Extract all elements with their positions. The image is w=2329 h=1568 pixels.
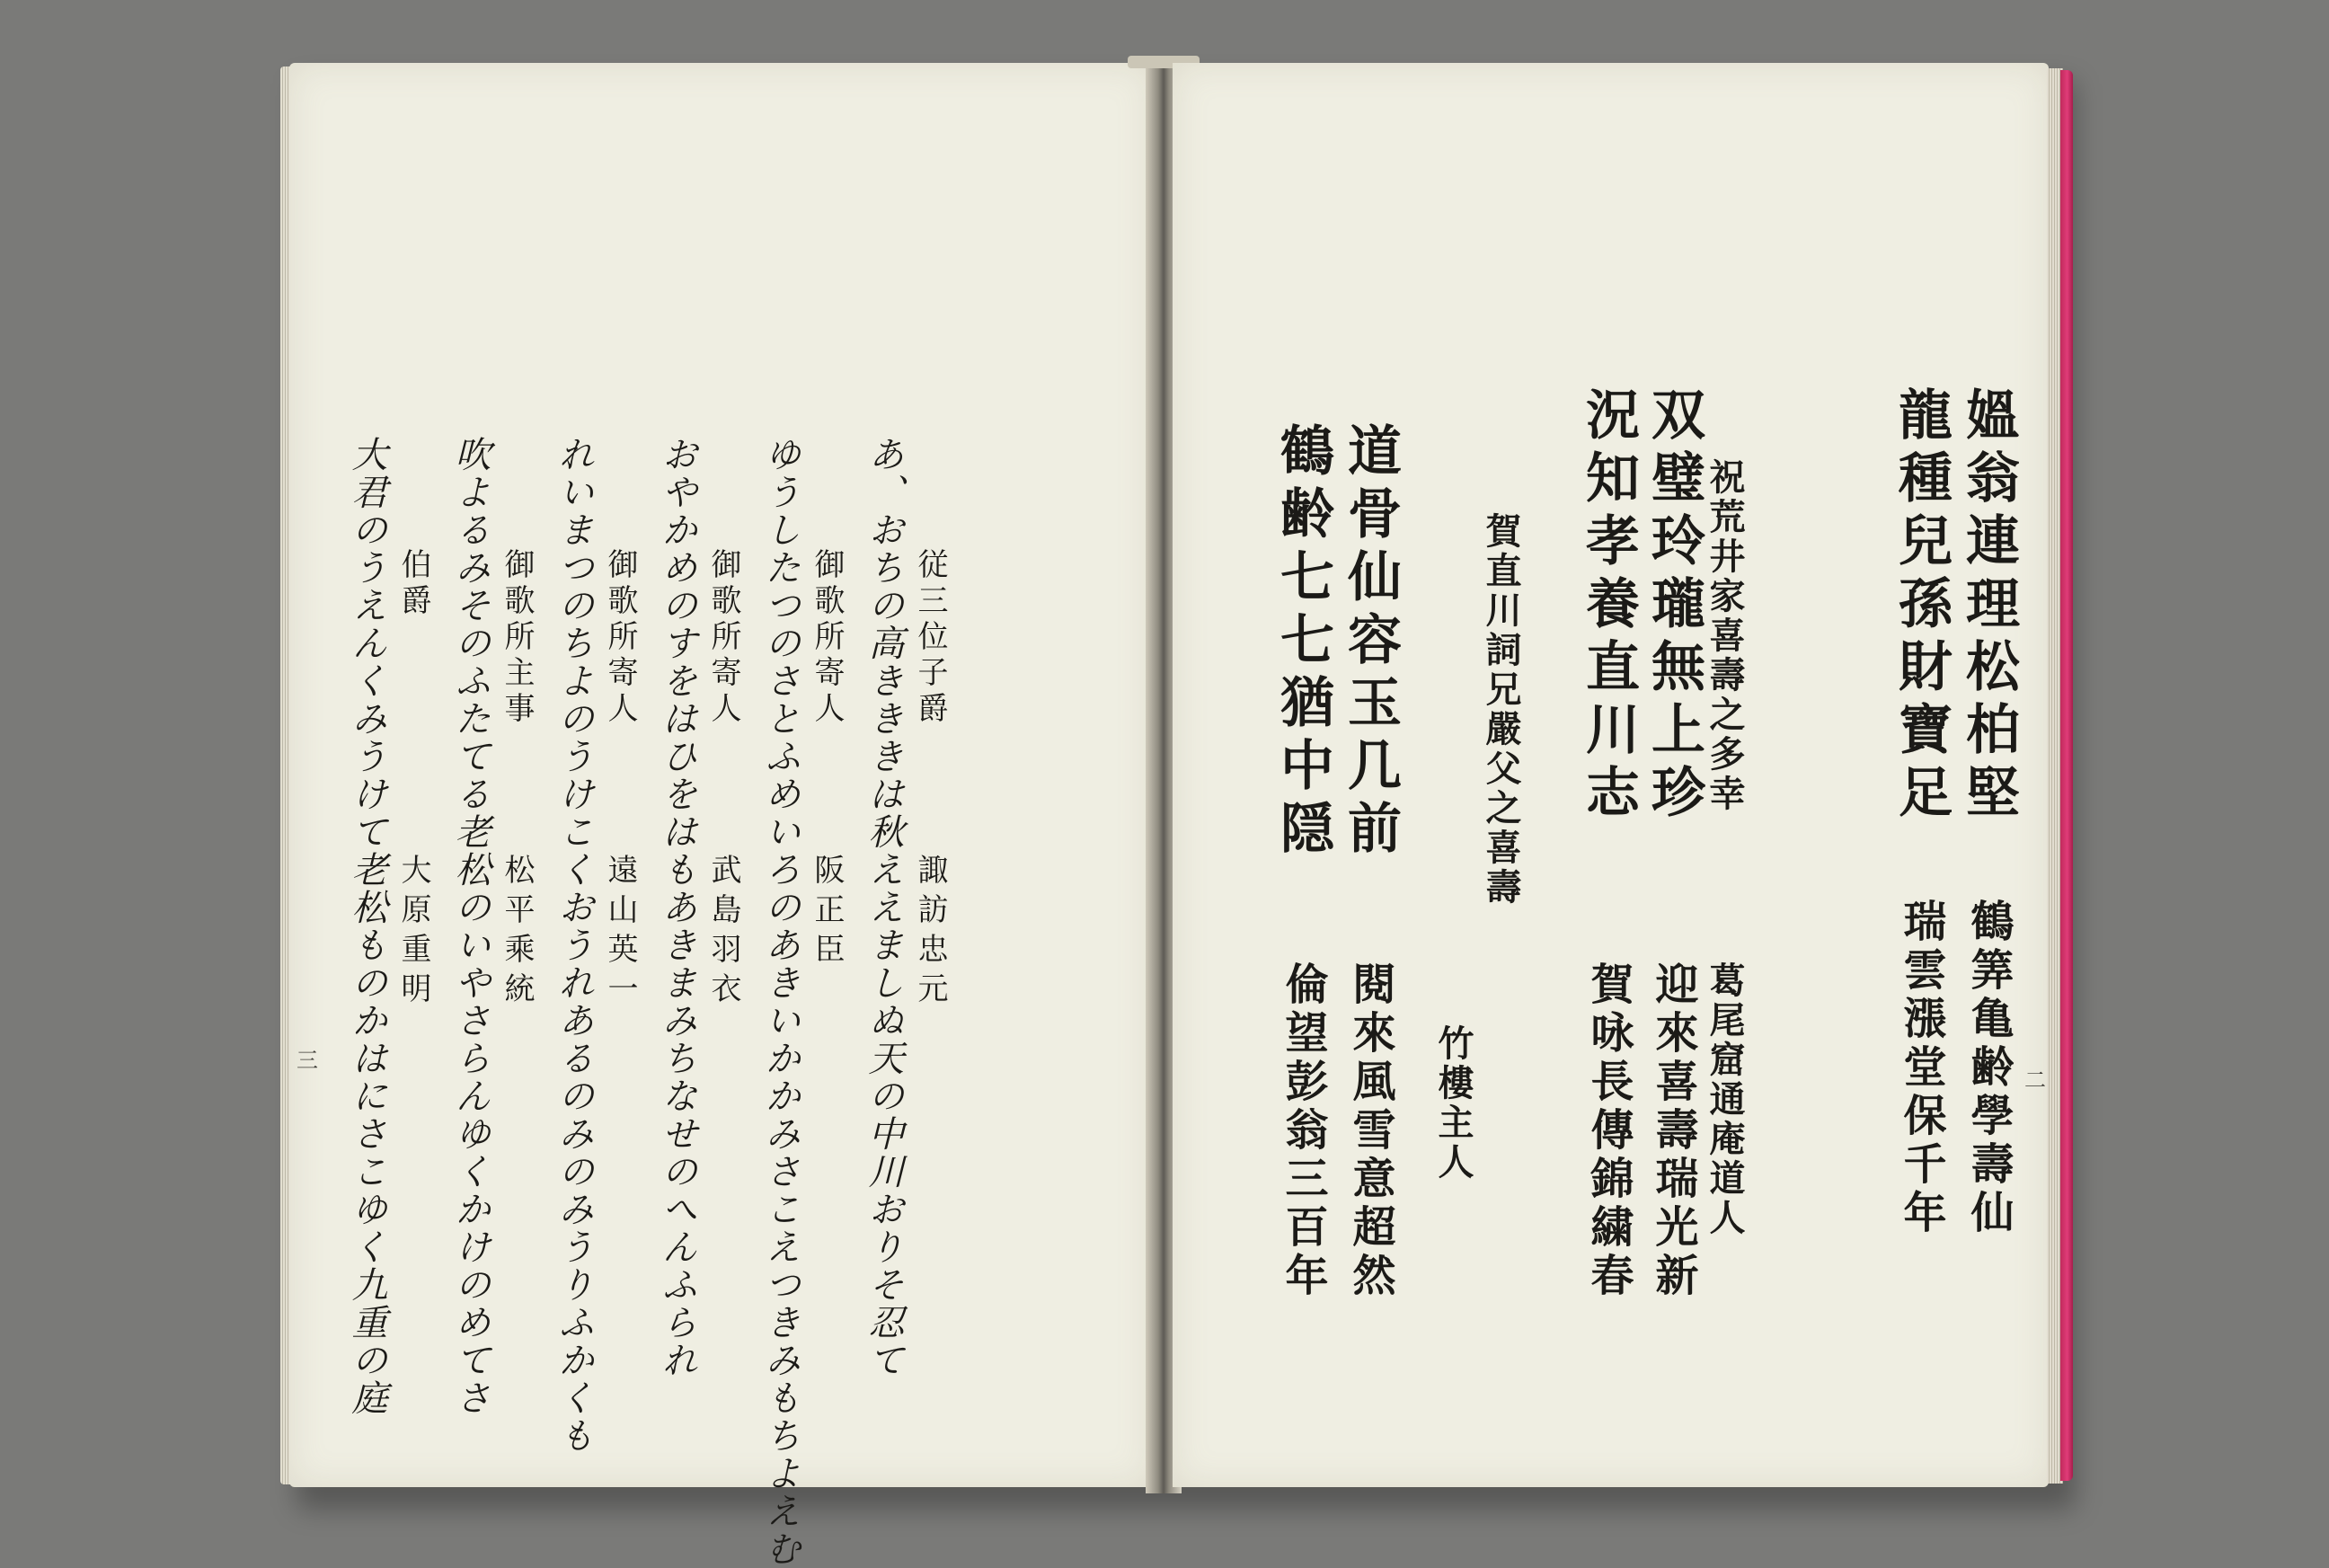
- poem3-line3: 閱來風雪意超然: [1345, 961, 1395, 1301]
- poem2-line3: 迎來喜壽瑞光新: [1648, 961, 1698, 1301]
- left-page: [289, 63, 1152, 1568]
- entry4-poem: れいまつのちよのうけこくおうれあるのみのみうりふかくも: [553, 436, 594, 1455]
- poem2-line2: 況知孝養直川志: [1577, 386, 1640, 827]
- entry5-heading: 御歌所主事: [499, 548, 535, 728]
- entry2-poem: ゆうしたつのさとふめいろのあきいかかみさこえつきみもちよえむ: [759, 436, 801, 1568]
- poem1-line1: 媼翁連理松柏堅: [1957, 386, 2020, 827]
- poem3-line2: 鶴齢七七猶中隠: [1271, 422, 1334, 863]
- entry4-author: 遠山英一: [602, 854, 638, 1012]
- folio-right: 二: [2024, 1067, 2046, 1093]
- poem2-author: 葛尾窟通庵道人: [1704, 961, 1746, 1238]
- entry2-heading: 御歌所寄人: [809, 548, 845, 728]
- entry3-author: 武島羽衣: [705, 854, 741, 1012]
- poem3-line1: 道骨仙容玉几前: [1339, 422, 1402, 863]
- entry6-poem: 大君のうえんくみうけて老松ものかはにさこゆく九重の庭: [346, 436, 387, 1417]
- entry1-heading: 従三位子爵: [912, 548, 948, 728]
- poem3-line4: 倫望彭翁三百年: [1278, 961, 1328, 1301]
- poem3-title: 賀直川詞兄嚴父之喜壽: [1480, 512, 1522, 908]
- entry2-author: 阪正臣: [809, 854, 845, 972]
- entry1-author: 諏訪忠元: [912, 854, 948, 1012]
- poem1-line2: 龍種兒孫財寶足: [1890, 386, 1953, 827]
- poem3-author: 竹樓主人: [1432, 1024, 1474, 1183]
- cover-edge: [2060, 70, 2073, 1481]
- entry4-heading: 御歌所寄人: [602, 548, 638, 728]
- entry5-poem: 吹よるみそのふたてる老松のいやさらんゆくかけのめてさ: [449, 436, 491, 1417]
- entry1-poem: あ、おちの高きききは秋ええましぬ天の中川おりそ忍て: [863, 436, 904, 1379]
- entry6-heading: 伯爵: [395, 548, 431, 620]
- folio-left: 三: [297, 1048, 318, 1073]
- entry5-author: 松平乘統: [499, 854, 535, 1012]
- poem2-line1: 双璧玲瓏無上珍: [1643, 386, 1705, 827]
- poem2-line4: 賀咏長傳錦繍春: [1583, 961, 1634, 1301]
- right-page: [1173, 63, 2049, 1487]
- poem1-line3: 鶴筭亀齢學壽仙: [1963, 899, 2014, 1238]
- entry3-poem: おやかめのすをはひをはもあきまみちなせのへんふられ: [656, 436, 697, 1379]
- poem2-title: 祝荒井家喜壽之多幸: [1704, 458, 1746, 814]
- poem1-line4: 瑞雲漲堂保千年: [1896, 899, 1946, 1238]
- entry6-author: 大原重明: [395, 854, 431, 1012]
- entry3-heading: 御歌所寄人: [705, 548, 741, 728]
